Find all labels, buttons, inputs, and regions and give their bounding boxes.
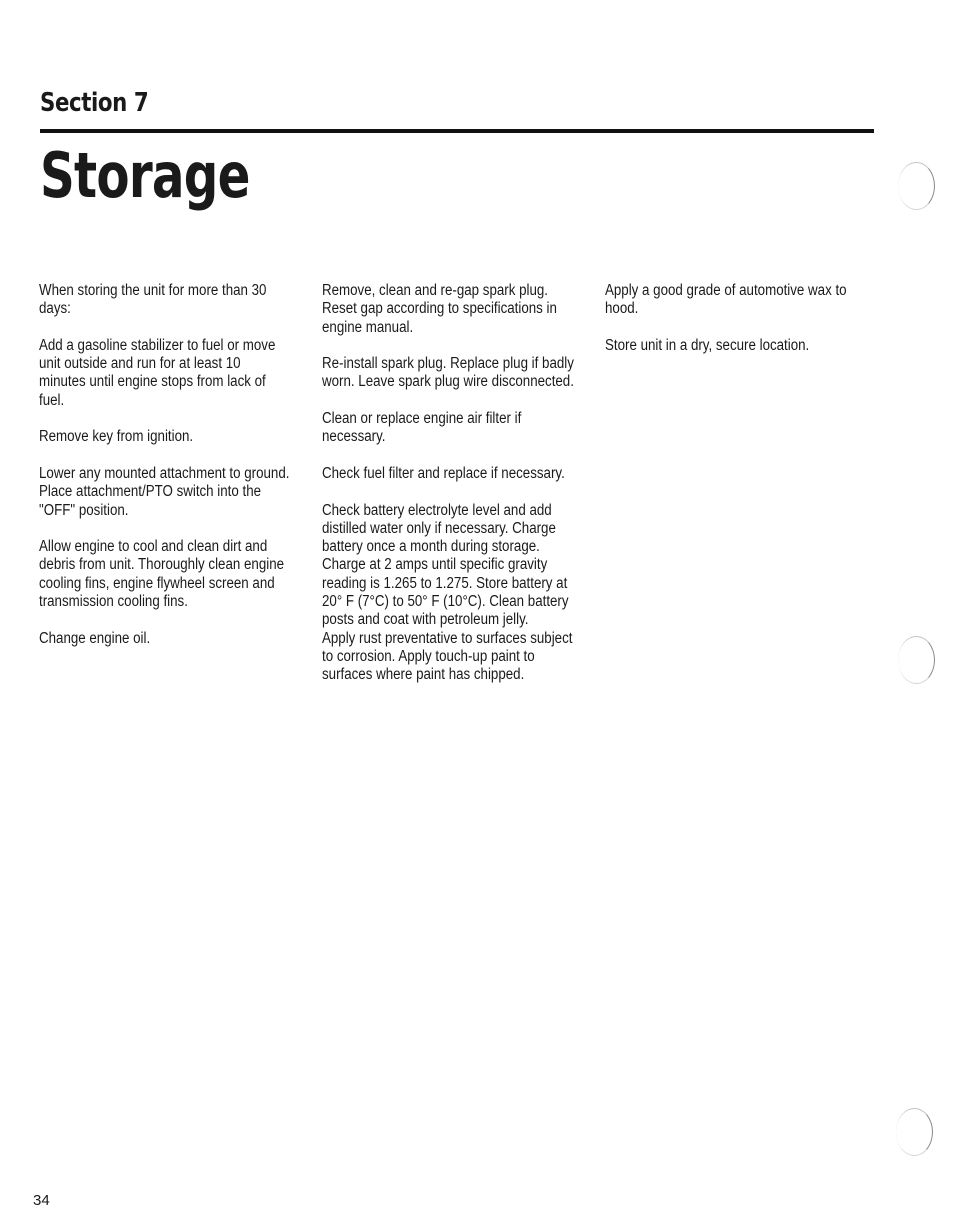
paragraph: Check fuel filter and replace if necessary. bbox=[322, 464, 565, 482]
page-title: Storage bbox=[40, 139, 250, 212]
column-2 bbox=[322, 282, 632, 703]
paragraph: Re-install spark plug. Replace plug if badly worn. Leave spark plug wire disconnected. bbox=[322, 355, 574, 391]
paragraph: Change engine oil. bbox=[39, 629, 151, 647]
header-rule bbox=[40, 129, 874, 133]
punch-hole-mark bbox=[896, 1108, 933, 1156]
punch-hole-mark bbox=[898, 162, 935, 210]
paragraph: Remove key from ignition. bbox=[39, 428, 194, 446]
paragraph: Add a gasoline stabilizer to fuel or move unit outside and run for at least 10 minutes until engine stops from lack of fuel. bbox=[39, 336, 276, 409]
paragraph: When storing the unit for more than 30 days: bbox=[39, 282, 267, 318]
paragraph: Lower any mounted attachment to ground. Place attachment/PTO switch into the "OFF" position. bbox=[39, 464, 290, 519]
column-3 bbox=[605, 282, 915, 373]
paragraph: Check battery electrolyte level and add distilled water only if necessary. Charge battery once a month during storage. Charge at 2 amps until specific gravity reading is 1.265 to 1.275. Store battery at 20° F (7°C) to 50° F (10°C). Clean battery posts and coat with petroleum jelly. bbox=[322, 501, 569, 629]
section-label: Section 7 bbox=[40, 88, 149, 118]
paragraph: Clean or replace engine air filter if necessary. bbox=[322, 410, 522, 446]
paragraph: Remove, clean and re-gap spark plug. Reset gap according to specifications in engine manual. bbox=[322, 282, 557, 336]
page-number: 34 bbox=[33, 1192, 50, 1209]
paragraph: Store unit in a dry, secure location. bbox=[605, 336, 810, 354]
punch-hole-mark bbox=[898, 636, 935, 684]
column-1 bbox=[39, 282, 339, 666]
paragraph: Apply rust preventative to surfaces subject to corrosion. Apply touch-up paint to surfaces where paint has chipped. bbox=[322, 629, 573, 684]
paragraph: Apply a good grade of automotive wax to hood. bbox=[605, 282, 847, 318]
paragraph: Allow engine to cool and clean dirt and debris from unit. Thoroughly clean engine cooling fins, engine flywheel screen and transmission cooling fins. bbox=[39, 538, 285, 611]
